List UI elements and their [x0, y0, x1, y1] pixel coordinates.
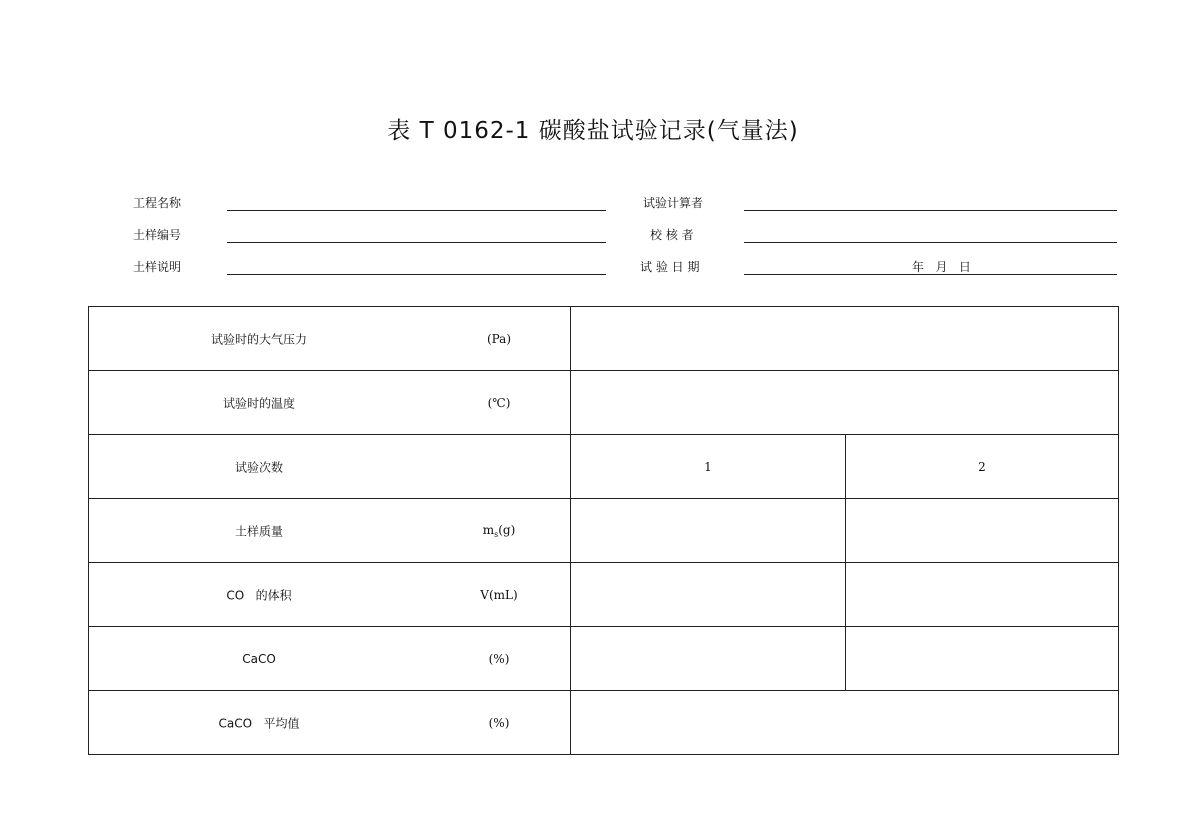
row-name: 土样质量	[234, 524, 283, 538]
row-unit: (%)	[488, 715, 510, 730]
row-name: CO 的体积	[226, 588, 292, 602]
table-row	[89, 435, 1119, 499]
row-label-cell	[89, 435, 571, 499]
row-unit: (℃)	[487, 395, 511, 410]
trial-1-header: 1	[571, 435, 846, 499]
record-table	[88, 306, 1119, 755]
test-date-label: 试 验 日 期	[640, 260, 700, 274]
value-cell-trial-2[interactable]	[846, 627, 1119, 691]
row-label-cell	[89, 563, 571, 627]
row-name: 试验时的温度	[222, 396, 295, 410]
page-title: 表 T 0162-1 碳酸盐试验记录(气量法)	[387, 118, 799, 144]
trial-2-header: 2	[846, 435, 1119, 499]
unit-rest: (g)	[498, 522, 516, 537]
table-row	[89, 371, 1119, 435]
row-name: CaCO	[242, 651, 276, 666]
sample-desc-label: 土样说明	[133, 260, 182, 274]
row-label-cell	[89, 307, 571, 371]
row-unit: V(mL)	[480, 587, 518, 602]
sample-no-label: 土样编号	[133, 228, 182, 242]
calculator-label: 试验计算者	[643, 196, 704, 210]
unit-subscript: s	[494, 529, 499, 539]
checker-label: 校 核 者	[650, 228, 694, 242]
row-label-cell	[89, 499, 571, 563]
date-placeholder: 年 月 日	[912, 260, 971, 274]
unit-main: m	[482, 522, 495, 537]
row-unit	[429, 522, 569, 538]
row-unit: (%)	[488, 651, 510, 666]
table-row	[89, 627, 1119, 691]
value-cell[interactable]	[571, 307, 1119, 371]
project-name-field[interactable]	[227, 210, 606, 211]
row-name: 试验时的大气压力	[210, 332, 307, 346]
table-row	[89, 691, 1119, 755]
value-cell-trial-1[interactable]	[571, 563, 846, 627]
value-cell-trial-1[interactable]	[571, 627, 846, 691]
row-label-cell	[89, 627, 571, 691]
table-row	[89, 307, 1119, 371]
row-label-cell	[89, 371, 571, 435]
value-cell-trial-1[interactable]	[571, 499, 846, 563]
sample-no-field[interactable]	[227, 242, 606, 243]
value-cell-trial-2[interactable]	[846, 499, 1119, 563]
sample-desc-field[interactable]	[227, 274, 606, 275]
row-name: 试验次数	[234, 460, 283, 474]
calculator-field[interactable]	[744, 210, 1117, 211]
table-row	[89, 563, 1119, 627]
value-cell[interactable]	[571, 691, 1119, 755]
checker-field[interactable]	[744, 242, 1117, 243]
row-unit: (Pa)	[486, 331, 512, 346]
table-row	[89, 499, 1119, 563]
row-label-cell	[89, 691, 571, 755]
value-cell[interactable]	[571, 371, 1119, 435]
row-name: CaCO 平均值	[218, 716, 300, 730]
project-name-label: 工程名称	[133, 196, 182, 210]
value-cell-trial-2[interactable]	[846, 563, 1119, 627]
